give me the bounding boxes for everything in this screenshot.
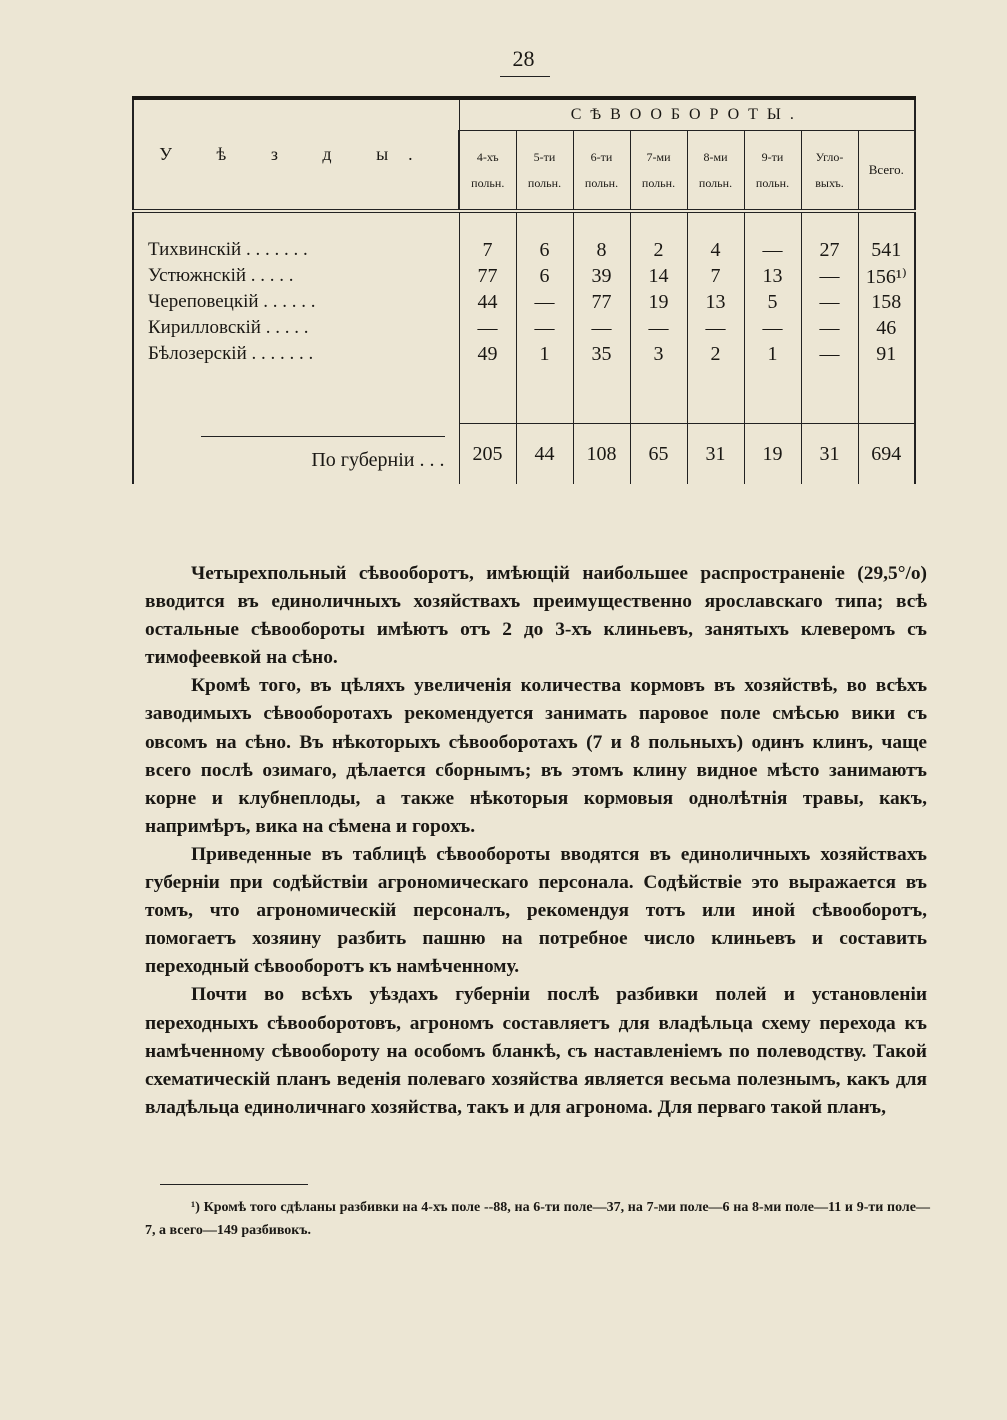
table-cell: 49 — [459, 341, 516, 367]
table-cell: 3 — [630, 341, 687, 367]
table-cell: — — [801, 315, 858, 341]
header-col-9: 9-ти польн. — [744, 131, 801, 212]
total-cell: 65 — [630, 424, 687, 485]
total-cell: 694 — [858, 424, 915, 485]
table-row — [133, 289, 915, 315]
table-cell: 4 — [687, 237, 744, 263]
table-cell: 2 — [630, 237, 687, 263]
paragraph: Четырехпольный сѣвооборотъ, имѣющій наибольшее распространеніе (29,5°/о) вводится въ единоличныхъ хозяйствахъ преимущественно ярославскаго типа; всѣ остальные сѣвообороты имѣютъ отъ 2 до 3-хъ клиньевъ, занятыхъ клеверомъ съ тимофеевкой на сѣно. — [145, 563, 927, 669]
header-uezd: У ѣ з д ы. — [133, 98, 459, 211]
table-row — [133, 315, 915, 341]
footnote: ¹) Кромѣ того сдѣланы разбивки на 4-хъ поле --88, на 6-ти поле—37, на 7-ми поле—6 на 8-ми поле—11 и 9-ти поле—7, а всего—149 разбивокъ. — [145, 1200, 930, 1238]
header-col-5: 5-ти польн. — [516, 131, 573, 212]
paragraph: Почти во всѣхъ уѣздахъ губерніи послѣ разбивки полей и установленіи переходныхъ сѣвооборотовъ, агрономъ составляетъ для владѣльца схему перехода къ намѣченному сѣвообороту на особомъ бланкѣ, съ наставленіемъ по полеводству. Такой схематическій планъ веденія полеваго хозяйства является весьма полезнымъ, какъ для владѣльца единоличнаго хозяйства, такъ и для агронома. Для перваго такой планъ, — [145, 984, 927, 1118]
table-cell: 27 — [801, 237, 858, 263]
table-cell: — — [801, 289, 858, 315]
table-cell: — — [630, 315, 687, 341]
header-col-6: 6-ти польн. — [573, 131, 630, 212]
paragraph: Кромѣ того, въ цѣляхъ увеличенія количества кормовъ въ хозяйствѣ, во всѣхъ заводимыхъ сѣвооборотахъ рекомендуется занимать паровое поле смѣсью вики съ овсомъ на сѣно. Въ нѣкоторыхъ сѣвооборотахъ (7 и 8 польныхъ) одинъ клинъ, чаще всего послѣ озимаго, дѣлается сборнымъ; въ этомъ клину видное мѣсто занимаютъ корне и клубнеплоды, а также нѣкоторыя кормовыя однолѣтнія травы, какъ, напримѣръ, вика на сѣмена и горохъ. — [145, 675, 927, 837]
table-cell: 46 — [858, 315, 915, 341]
paragraph: Приведенные въ таблицѣ сѣвообороты вводятся въ единоличныхъ хозяйствахъ губерніи при содѣйствіи агрономическаго персонала. Содѣйствіе это выражается въ томъ, что агрономическій персоналъ, рекомендуя тотъ или иной сѣвооборотъ, помогаетъ хозяину разбить пашню на потребное число клиньевъ и составить переходный сѣвооборотъ къ намѣченному. — [145, 843, 927, 978]
table-cell: 91 — [858, 341, 915, 367]
total-row-name: По губерніи . . . — [133, 424, 459, 485]
table-cell: — — [801, 341, 858, 367]
header-col-total: Всего. — [858, 131, 915, 212]
table-cell: — — [516, 289, 573, 315]
table-cell: — — [801, 263, 858, 289]
table-cell: 13 — [687, 289, 744, 315]
total-cell: 19 — [744, 424, 801, 485]
table-cell: — — [744, 315, 801, 341]
table-cell: 5 — [744, 289, 801, 315]
table-cell: 13 — [744, 263, 801, 289]
row-name: Бѣлозерскій . . . . . . . — [133, 341, 459, 367]
table-cell: — — [516, 315, 573, 341]
table-cell: 158 — [858, 289, 915, 315]
row-name: Кирилловскій . . . . . — [133, 315, 459, 341]
table-row — [133, 237, 915, 263]
header-col-7: 7-ми польн. — [630, 131, 687, 212]
table-cell: — — [744, 237, 801, 263]
row-name: Череповецкій . . . . . . — [133, 289, 459, 315]
table-cell: 156¹⁾ — [858, 263, 915, 289]
total-cell: 205 — [459, 424, 516, 485]
table-cell: 2 — [687, 341, 744, 367]
table-cell: 77 — [573, 289, 630, 315]
table-row — [133, 263, 915, 289]
table-cell: 14 — [630, 263, 687, 289]
table-cell: 44 — [459, 289, 516, 315]
page-number-rule — [500, 76, 550, 77]
table-cell: — — [687, 315, 744, 341]
table-total-row — [133, 424, 915, 485]
table-cell: 35 — [573, 341, 630, 367]
body-text — [145, 560, 927, 1122]
crop-rotation-table — [132, 96, 916, 484]
table-cell: — — [573, 315, 630, 341]
total-cell: 31 — [801, 424, 858, 485]
header-rotations: СѢВООБОРОТЫ. — [459, 98, 915, 131]
table-cell: 6 — [516, 263, 573, 289]
header-col-4: 4-хъ польн. — [459, 131, 516, 212]
row-name: Тихвинскій . . . . . . . — [133, 237, 459, 263]
table-cell: 19 — [630, 289, 687, 315]
table-row — [133, 341, 915, 367]
row-name: Устюжнскій . . . . . — [133, 263, 459, 289]
table-cell: 6 — [516, 237, 573, 263]
total-cell: 31 — [687, 424, 744, 485]
table-cell: 541 — [858, 237, 915, 263]
footnote-rule — [160, 1184, 308, 1185]
table-cell: 1 — [744, 341, 801, 367]
table-cell: 39 — [573, 263, 630, 289]
table-cell: 1 — [516, 341, 573, 367]
page-number: 28 — [512, 46, 535, 71]
table-cell: 8 — [573, 237, 630, 263]
total-cell: 108 — [573, 424, 630, 485]
header-col-8: 8-ми польн. — [687, 131, 744, 212]
table-cell: 7 — [687, 263, 744, 289]
total-cell: 44 — [516, 424, 573, 485]
table-cell: 77 — [459, 263, 516, 289]
header-col-uglovye: Угло- выхъ. — [801, 131, 858, 212]
table-cell: — — [459, 315, 516, 341]
table-cell: 7 — [459, 237, 516, 263]
